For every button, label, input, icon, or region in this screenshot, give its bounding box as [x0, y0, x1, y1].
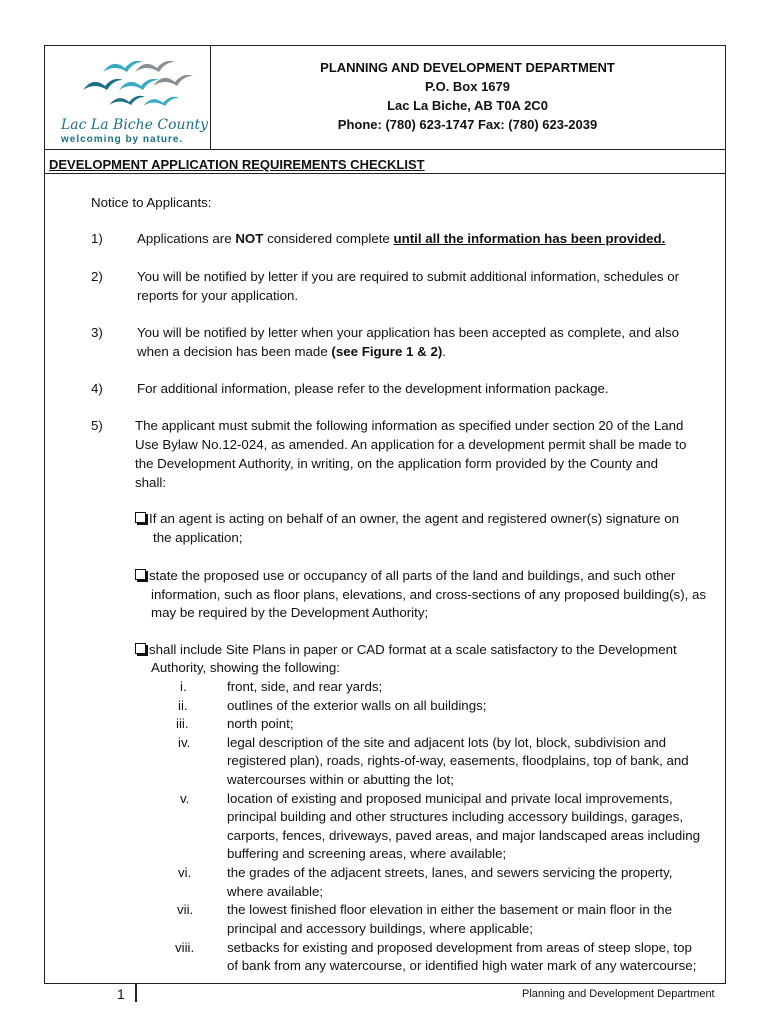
subitem-line: the lowest finished floor elevation in either the basement or main floor in the — [227, 902, 672, 917]
subitem-number: viii. — [175, 940, 195, 955]
checklist-item-line: information, such as floor plans, elevations, and cross-sections of any proposed building(s), as — [151, 587, 707, 602]
checkbox[interactable] — [135, 643, 146, 654]
subitem-number: ii. — [178, 698, 188, 713]
item-5-line: shall: — [135, 475, 167, 490]
checklist-item-line: Authority, showing the following: — [151, 660, 340, 675]
checklist-item: state the proposed use or occupancy of all parts of the land and buildings, and such other — [135, 567, 675, 586]
item-1-text: Applications are NOT considered complete until all the information has been provided. — [137, 231, 666, 246]
subitem-number: v. — [180, 791, 190, 806]
subitem-line: setbacks for existing and proposed development from areas of steep slope, top — [227, 940, 692, 955]
logo-name: Lac La Biche County — [61, 117, 209, 133]
po-box: P.O. Box 1679 — [424, 79, 511, 94]
subitem-line: buffering and screening areas, where available; — [227, 846, 507, 861]
item-number: 5) — [91, 418, 103, 433]
item-number: 4) — [91, 381, 103, 396]
footer-department: Planning and Development Department — [522, 988, 715, 1000]
subitem-line: watercourses within or abutting the lot; — [227, 772, 454, 787]
subitem-line: outlines of the exterior walls on all buildings; — [227, 698, 487, 713]
item-5-line: Use Bylaw No.12-024, as amended. An application for a development permit shall be made to — [135, 437, 687, 452]
subitem-line: where available; — [227, 884, 324, 899]
logo-mark-icon — [75, 50, 195, 112]
subitem-number: vii. — [177, 902, 194, 917]
item-number: 3) — [91, 325, 103, 340]
item-number: 1) — [91, 231, 103, 246]
subitem-line: principal building and other structures including accessory buildings, garages, — [227, 809, 684, 824]
item-4-line: For additional information, please refer to the development information package. — [137, 381, 609, 396]
item-2-line: reports for your application. — [137, 288, 299, 303]
subitem-line: legal description of the site and adjacent lots (by lot, block, subdivision and — [227, 735, 667, 750]
phone-fax: Phone: (780) 623-1747 Fax: (780) 623-2039 — [337, 117, 598, 132]
item-5-line: The applicant must submit the following information as specified under section 20 of the Land — [135, 418, 684, 433]
subitem-line: principal and accessory buildings, where applicable; — [227, 921, 534, 936]
item-number: 2) — [91, 269, 103, 284]
subitem-line: the grades of the adjacent streets, lanes, and sewers servicing the property, — [227, 865, 673, 880]
subitem-line: carports, fences, driveways, paved areas, and major landscaped areas including — [227, 828, 701, 843]
checklist-item-line: the application; — [153, 530, 243, 545]
dept-name: PLANNING AND DEVELOPMENT DEPARTMENT — [320, 60, 615, 75]
header-row — [45, 46, 725, 150]
subitem-line: location of existing and proposed municipal and private local improvements, — [227, 791, 673, 806]
logo — [45, 46, 211, 149]
subitem-line: registered plan), roads, rights-of-way, easements, floodplains, top of bank, and — [227, 753, 689, 768]
subitem-number: vi. — [178, 865, 192, 880]
title-row — [45, 149, 725, 174]
subitem-number: i. — [180, 679, 187, 694]
page-number: 1 — [117, 986, 125, 1002]
item-5-line: the Development Authority, in writing, on the application form provided by the County and — [135, 456, 659, 471]
city: Lac La Biche, AB T0A 2C0 — [387, 98, 548, 113]
subitem-line: front, side, and rear yards; — [227, 679, 383, 694]
item-3-line: You will be notified by letter when your application has been accepted as complete, and also — [137, 325, 680, 340]
page-title: DEVELOPMENT APPLICATION REQUIREMENTS CHECKLIST — [49, 157, 425, 172]
checklist-item-line: may be required by the Development Authority; — [151, 605, 429, 620]
item-3-line: when a decision has been made (see Figure 1 & 2). — [137, 344, 446, 359]
page-number-divider — [135, 984, 137, 1002]
footer-divider — [44, 983, 726, 984]
checkbox[interactable] — [135, 569, 146, 580]
subitem-line: north point; — [227, 716, 294, 731]
checkbox[interactable] — [135, 512, 146, 523]
subitem-number: iii. — [176, 716, 189, 731]
checklist-item: shall include Site Plans in paper or CAD format at a scale satisfactory to the Development — [135, 641, 677, 660]
notice-heading: Notice to Applicants: — [91, 195, 212, 210]
department-address — [210, 58, 725, 134]
subitem-number: iv. — [178, 735, 191, 750]
checklist-item: If an agent is acting on behalf of an owner, the agent and registered owner(s) signature on — [135, 510, 679, 529]
logo-tagline: welcoming by nature. — [61, 134, 184, 145]
item-2-line: You will be notified by letter if you are required to submit additional information, schedules or — [137, 269, 680, 284]
subitem-line: of bank from any watercourse, or identified high water mark of any watercourse; — [227, 958, 697, 973]
